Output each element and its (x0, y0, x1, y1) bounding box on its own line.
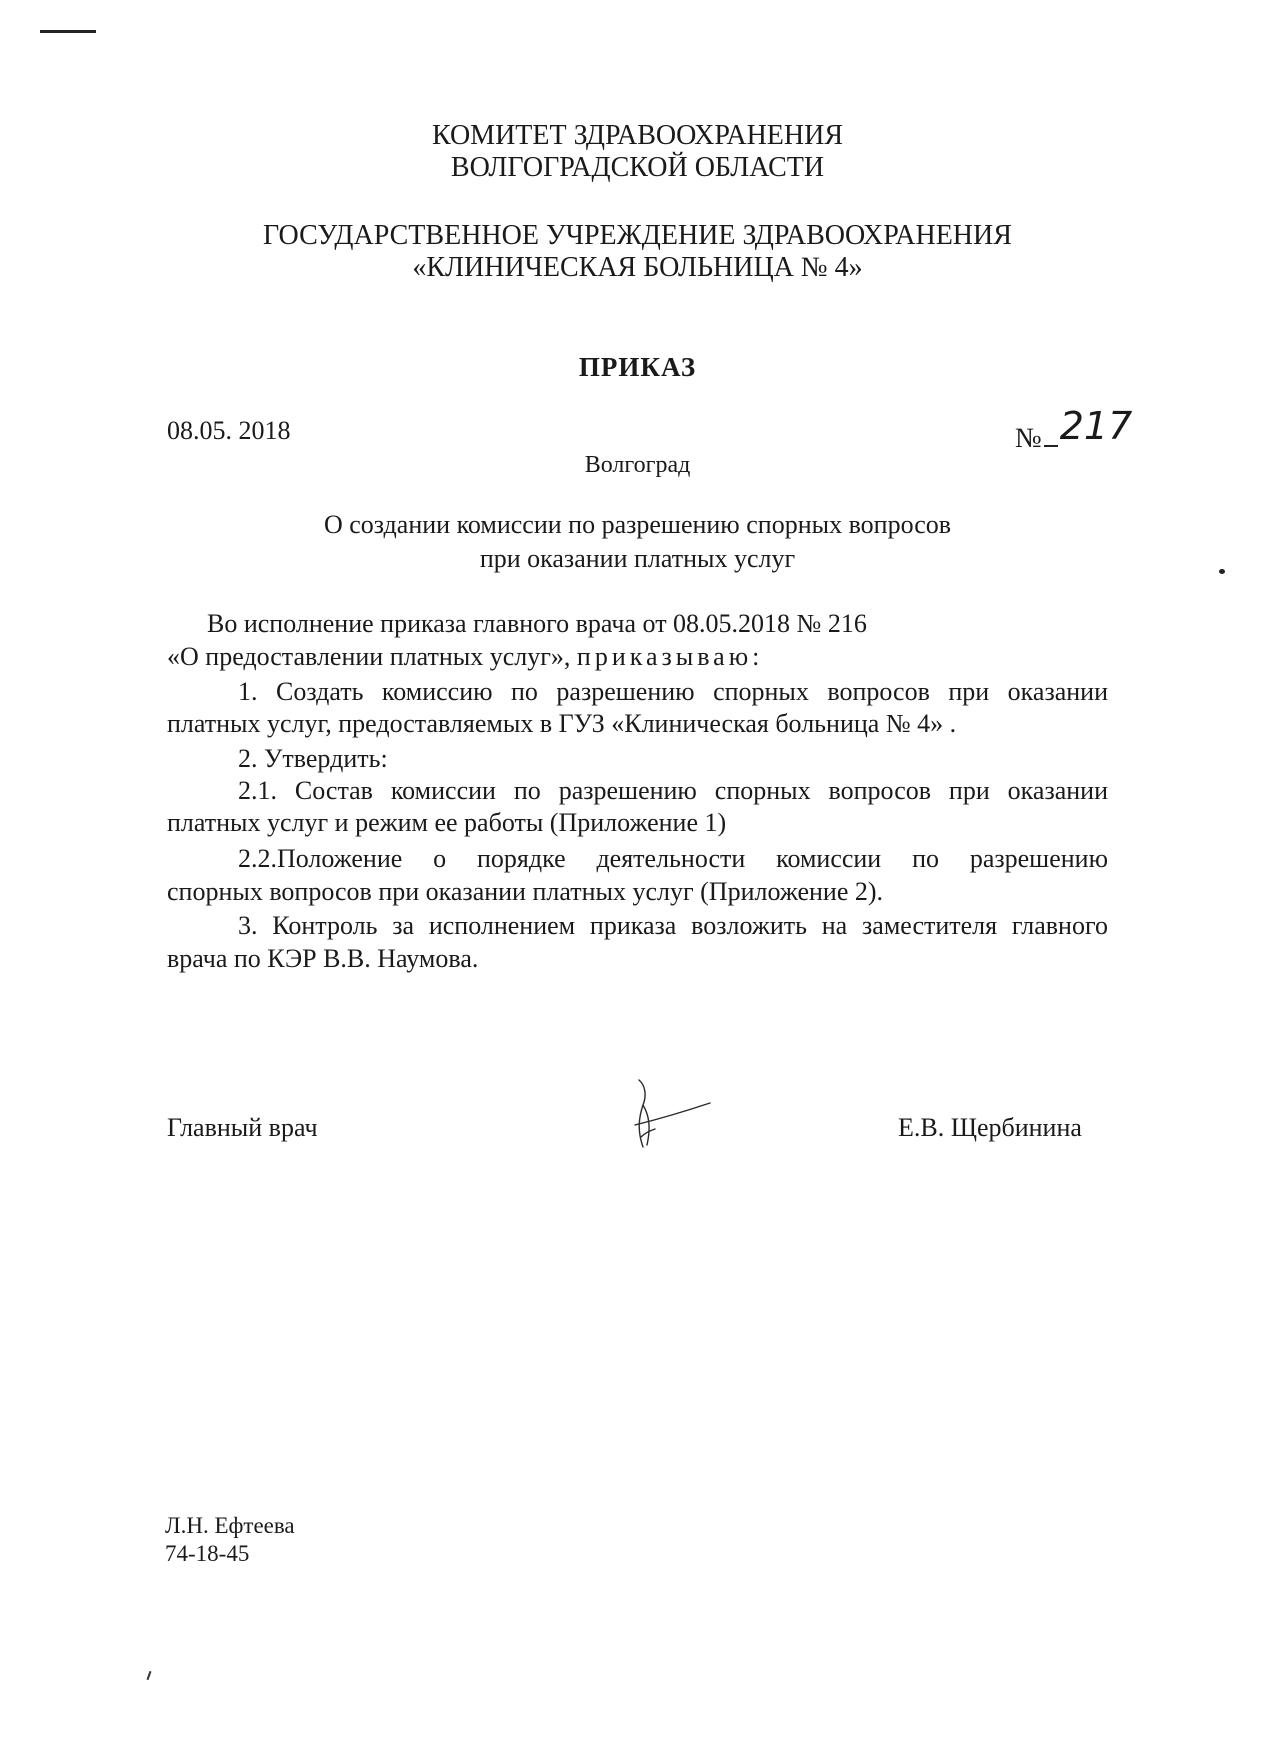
item-1-line-1: 1. Создать комиссию по разрешению спорных вопросов при оказании (238, 677, 1108, 706)
handwritten-signature (625, 1075, 715, 1155)
order-date: 08.05. 2018 (167, 416, 291, 445)
document-title: ПРИКАЗ (578, 352, 697, 382)
executor-name: Л.Н. Ефтеева (165, 1513, 295, 1538)
subject-line-1: О создании комиссии по разрешению спорных вопросов (323, 510, 952, 539)
institution-line-1: ГОСУДАРСТВЕННОЕ УЧРЕЖДЕНИЕ ЗДРАВООХРАНЕНИЯ (263, 220, 1012, 251)
committee-line-2: ВОЛГОГРАДСКОЙ ОБЛАСТИ (450, 152, 825, 183)
item-2-1-line-2: платных услуг и режим ее работы (Приложение 1) (167, 808, 727, 837)
scan-mark-bottom-left (147, 1671, 152, 1680)
signatory-name: Е.В. Щербинина (898, 1113, 1082, 1142)
executor-phone: 74-18-45 (165, 1541, 250, 1566)
preamble-line-1: Во исполнение приказа главного врача от 08.05.2018 № 216 (207, 609, 867, 638)
preamble-order-word: приказываю: (576, 642, 764, 671)
preamble-line-2 (167, 642, 763, 672)
subject-line-2: при оказании платных услуг (479, 544, 796, 573)
item-3-line-1: 3. Контроль за исполнением приказа возложить на заместителя главного (238, 911, 1108, 940)
item-1-line-2: платных услуг, предоставляемых в ГУЗ «Клиническая больница № 4» . (167, 709, 957, 738)
order-city: Волгоград (584, 452, 691, 478)
item-2-1-line-1: 2.1. Состав комиссии по разрешению спорных вопросов при оказании (238, 776, 1108, 805)
signature-position: Главный врач (167, 1113, 318, 1142)
committee-line-1: КОМИТЕТ ЗДРАВООХРАНЕНИЯ (431, 120, 844, 151)
order-number-underline (1044, 445, 1058, 447)
item-2-2-line-2: спорных вопросов при оказании платных услуг (Приложение 2). (167, 877, 884, 906)
order-number-prefix: № (1015, 423, 1042, 454)
item-2-2-line-1: 2.2.Положение о порядке деятельности комиссии по разрешению (238, 844, 1108, 873)
item-2: 2. Утвердить: (238, 744, 388, 773)
scan-mark-top-left (40, 30, 96, 33)
institution-line-2: «КЛИНИЧЕСКАЯ БОЛЬНИЦА № 4» (412, 252, 863, 283)
item-3-line-2: врача по КЭР В.В. Наумова. (167, 944, 479, 973)
order-number-handwritten: 217 (1059, 404, 1133, 448)
preamble-text: «О предоставлении платных услуг», (167, 642, 571, 671)
